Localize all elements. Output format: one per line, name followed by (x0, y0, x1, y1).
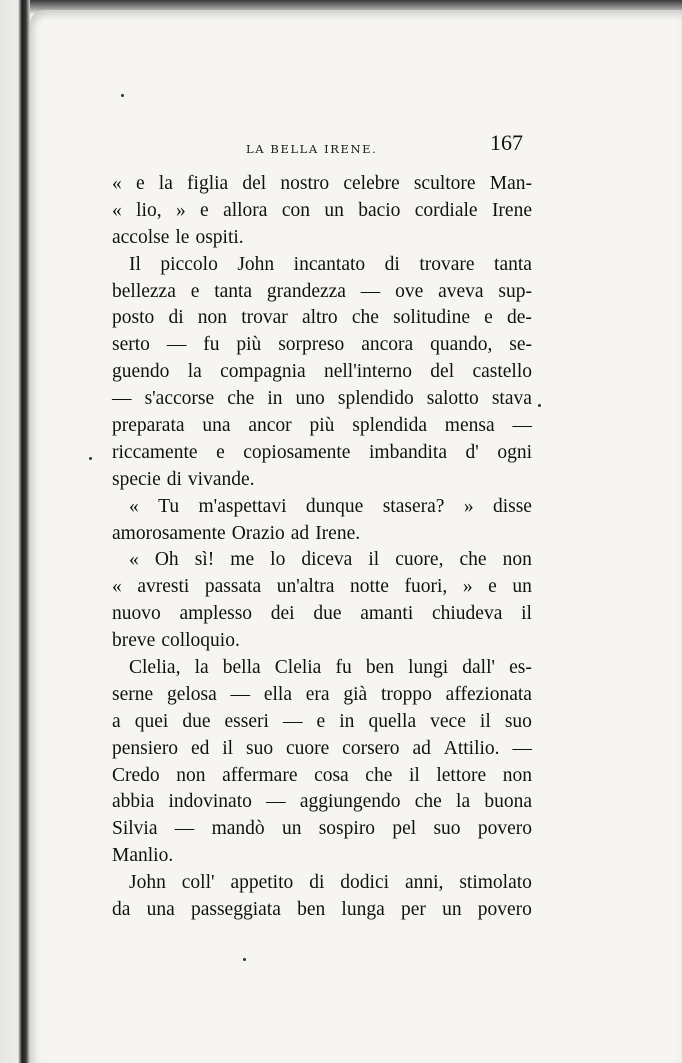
text-line (112, 305, 532, 332)
word: tanta (494, 253, 532, 275)
word: che (227, 388, 255, 410)
word: per (400, 899, 426, 921)
word: due (313, 603, 342, 625)
text-line (112, 736, 532, 763)
word: ove (395, 280, 424, 302)
word: che (414, 791, 442, 813)
word: tanta (214, 280, 253, 302)
word: la (158, 173, 173, 194)
word: compagnia (220, 361, 306, 383)
word: dei (270, 603, 295, 625)
body-text (112, 171, 532, 924)
word: « (129, 495, 139, 517)
page-number: 167 (490, 130, 523, 155)
word: Silvia (112, 818, 158, 840)
word: di (309, 872, 325, 894)
word: che (365, 764, 393, 786)
word: coll' (181, 872, 215, 894)
word: ogni (497, 441, 532, 463)
word: fuori, (404, 576, 448, 598)
text-line (112, 171, 532, 198)
text-line (112, 359, 532, 386)
word: bacio (358, 199, 401, 221)
word: imbandita (369, 441, 447, 463)
word: indovinato (168, 791, 252, 813)
word: « (129, 549, 139, 571)
word: e (135, 173, 145, 194)
word: passata (204, 576, 262, 598)
word: un (442, 899, 462, 921)
word: in (339, 710, 355, 732)
word: — (112, 388, 132, 410)
text-line (112, 494, 532, 521)
word: altro (301, 307, 338, 329)
word: mandò (211, 818, 265, 840)
word: riccamente (112, 441, 198, 463)
word: povero (477, 818, 532, 840)
word: e (488, 576, 497, 598)
word: e (190, 280, 200, 302)
word: nuovo (112, 603, 161, 625)
word: s'accorse (144, 388, 215, 410)
word: amorosamente (112, 522, 226, 544)
word: quando, (430, 334, 493, 356)
word: che (459, 549, 487, 571)
text-line (112, 897, 532, 924)
word: il (479, 710, 491, 732)
word: breve (112, 630, 156, 652)
word: stimolato (459, 872, 532, 894)
word: John (237, 253, 275, 275)
word: trovare (419, 253, 475, 275)
word: colloquio. (161, 630, 240, 652)
word: del (430, 361, 455, 383)
word: cuore, (395, 549, 444, 571)
word: un (281, 818, 302, 840)
text-line (112, 843, 532, 870)
word: suo (245, 737, 274, 759)
word: me (230, 549, 255, 571)
speck (121, 94, 124, 97)
text-line (112, 789, 532, 816)
word: lo (270, 549, 286, 571)
word: lio, (136, 199, 162, 221)
word: fu (335, 657, 352, 679)
word: Man- (489, 173, 532, 194)
word: mensa (444, 415, 495, 437)
text-line (112, 467, 532, 494)
word: le (175, 226, 190, 248)
word: Manlio. (112, 845, 174, 867)
word: « (112, 173, 122, 194)
word: povero (477, 899, 532, 921)
word: e (484, 307, 493, 329)
word: uno (295, 388, 325, 410)
word: notte (349, 576, 389, 598)
word: la (194, 657, 209, 679)
word: esseri (224, 710, 269, 732)
word: lunga (341, 899, 385, 921)
word: la (456, 791, 471, 813)
word: appetito (230, 872, 294, 894)
word: guendo (112, 361, 170, 383)
word: con (281, 199, 310, 221)
word: sì! (194, 549, 215, 571)
word: gelosa (166, 683, 217, 705)
text-line (112, 279, 532, 306)
word: Irene. (315, 522, 361, 544)
word: e (316, 710, 326, 732)
word: abbia (112, 791, 155, 813)
word: amplesso (179, 603, 253, 625)
word: buona (484, 791, 532, 813)
word: — (174, 818, 195, 840)
word: splendido (337, 388, 414, 410)
word: la (187, 361, 202, 383)
word: salotto (426, 388, 479, 410)
word: fu (203, 334, 220, 356)
word: cosa (314, 764, 349, 786)
word: ad (412, 737, 431, 759)
word: — (266, 791, 286, 813)
word: lungi (408, 657, 449, 679)
word: già (343, 683, 368, 705)
word: nostro (280, 173, 330, 194)
word: — (512, 737, 532, 759)
text-line (112, 763, 532, 790)
text-line (112, 225, 532, 252)
text-line (112, 655, 532, 682)
word: piccolo (160, 253, 218, 275)
word: scultore (413, 173, 476, 194)
text-line (112, 628, 532, 655)
word: » (462, 576, 473, 598)
text-line (112, 332, 532, 359)
word: un (324, 199, 344, 221)
word: che (351, 307, 379, 329)
word: chiudeva (431, 603, 503, 625)
word: Attilio. (443, 737, 500, 759)
word: m'aspettavi (198, 495, 287, 517)
text-line (112, 816, 532, 843)
word: aggiungendo (299, 791, 401, 813)
word: vece (430, 710, 466, 732)
word: bella (222, 657, 261, 679)
word: non (176, 764, 206, 786)
word: « (112, 199, 122, 221)
word: se- (509, 334, 532, 356)
word: celebre (343, 173, 400, 194)
word: ad (290, 522, 310, 544)
text-line (112, 870, 532, 897)
word: trovar (241, 307, 288, 329)
word: passeggiata (190, 899, 281, 921)
word: il (521, 603, 532, 625)
word: posto (112, 307, 155, 329)
word: sospiro (318, 818, 376, 840)
word: corsero (342, 737, 400, 759)
word: Orazio (231, 522, 285, 544)
page-header (0, 128, 682, 168)
word: serne (112, 683, 154, 705)
word: il (408, 764, 420, 786)
word: grandezza (266, 280, 346, 302)
word: ella (263, 683, 292, 705)
word: un (512, 576, 532, 598)
word: di (384, 253, 400, 275)
word: e (200, 199, 209, 221)
word: cordiale (414, 199, 478, 221)
word: del (242, 173, 267, 194)
text-line (112, 440, 532, 467)
text-line (112, 682, 532, 709)
word: anni, (404, 872, 444, 894)
word: pel (392, 818, 417, 840)
word: ancor (248, 415, 292, 437)
text-line (112, 709, 532, 736)
word: il (368, 549, 380, 571)
word: bellezza (112, 280, 176, 302)
word: cuore (285, 737, 330, 759)
word: copiosamente (243, 441, 351, 463)
speck (538, 404, 541, 407)
word: avresti (137, 576, 190, 598)
word: suo (433, 818, 461, 840)
word: da (112, 899, 131, 921)
word: figlia (187, 173, 229, 194)
word: « (112, 576, 122, 598)
word: — (230, 683, 251, 705)
word: stasera? (382, 495, 445, 517)
word: disse (492, 495, 532, 517)
word: Il (129, 253, 141, 275)
word: nell'interno (323, 361, 412, 383)
word: più (309, 415, 335, 437)
word: John (129, 872, 166, 894)
word: dodici (340, 872, 390, 894)
word: non (197, 307, 228, 329)
word: — (166, 334, 187, 356)
word: solitudine (393, 307, 470, 329)
word: ben (297, 899, 326, 921)
word: dall' (462, 657, 496, 679)
word: quella (368, 710, 417, 732)
word: amanti (360, 603, 414, 625)
word: ben (365, 657, 394, 679)
word: suo (504, 710, 532, 732)
word: Tu (158, 495, 180, 517)
word: due (182, 710, 211, 732)
word: specie (112, 468, 161, 490)
word: sup- (498, 280, 532, 302)
word: di (166, 468, 182, 490)
word: preparata (112, 415, 185, 437)
word: a (112, 710, 121, 732)
word: accolse (112, 226, 170, 248)
word: e (216, 441, 225, 463)
word: d' (465, 441, 479, 463)
text-line (112, 413, 532, 440)
word: affezionata (445, 683, 532, 705)
word: allora (223, 199, 268, 221)
word: quei (134, 710, 169, 732)
text-line (112, 386, 532, 413)
word: diceva (301, 549, 353, 571)
speck (243, 958, 246, 961)
word: » (175, 199, 186, 221)
word: — (512, 415, 532, 437)
word: serto (112, 334, 150, 356)
word: ospiti. (195, 226, 244, 248)
word: più (236, 334, 262, 356)
word: incantato (293, 253, 366, 275)
running-head: LA BELLA IRENE. (246, 142, 378, 156)
word: Clelia (274, 657, 322, 679)
word: una (202, 415, 231, 437)
word: stava (491, 388, 532, 410)
word: di (168, 307, 184, 329)
word: era (305, 683, 330, 705)
word: il (222, 737, 234, 759)
word: pensiero (112, 737, 179, 759)
word: lettore (436, 764, 487, 786)
word: un'altra (276, 576, 335, 598)
word: non (502, 549, 532, 571)
word: es- (509, 657, 532, 679)
word: sorpreso (278, 334, 345, 356)
word: castello (472, 361, 532, 383)
text-line (112, 198, 532, 225)
word: vivande. (187, 468, 255, 490)
text-line (112, 521, 532, 548)
word: Irene (491, 199, 532, 221)
word: ancora (361, 334, 414, 356)
word: — (360, 280, 381, 302)
word: troppo (380, 683, 432, 705)
word: affermare (222, 764, 298, 786)
text-line (112, 547, 532, 574)
word: » (463, 495, 474, 517)
word: de- (507, 307, 532, 329)
text-line (112, 601, 532, 628)
speck (89, 457, 92, 460)
word: Clelia, (129, 657, 181, 679)
word: Oh (154, 549, 179, 571)
word: Credo (112, 764, 160, 786)
word: aveva (438, 280, 484, 302)
word: ed (190, 737, 210, 759)
word: — (282, 710, 303, 732)
word: dunque (305, 495, 364, 517)
word: in (267, 388, 283, 410)
text-line (112, 574, 532, 601)
text-line (112, 252, 532, 279)
word: non (502, 764, 532, 786)
word: splendida (352, 415, 427, 437)
word: una (146, 899, 175, 921)
